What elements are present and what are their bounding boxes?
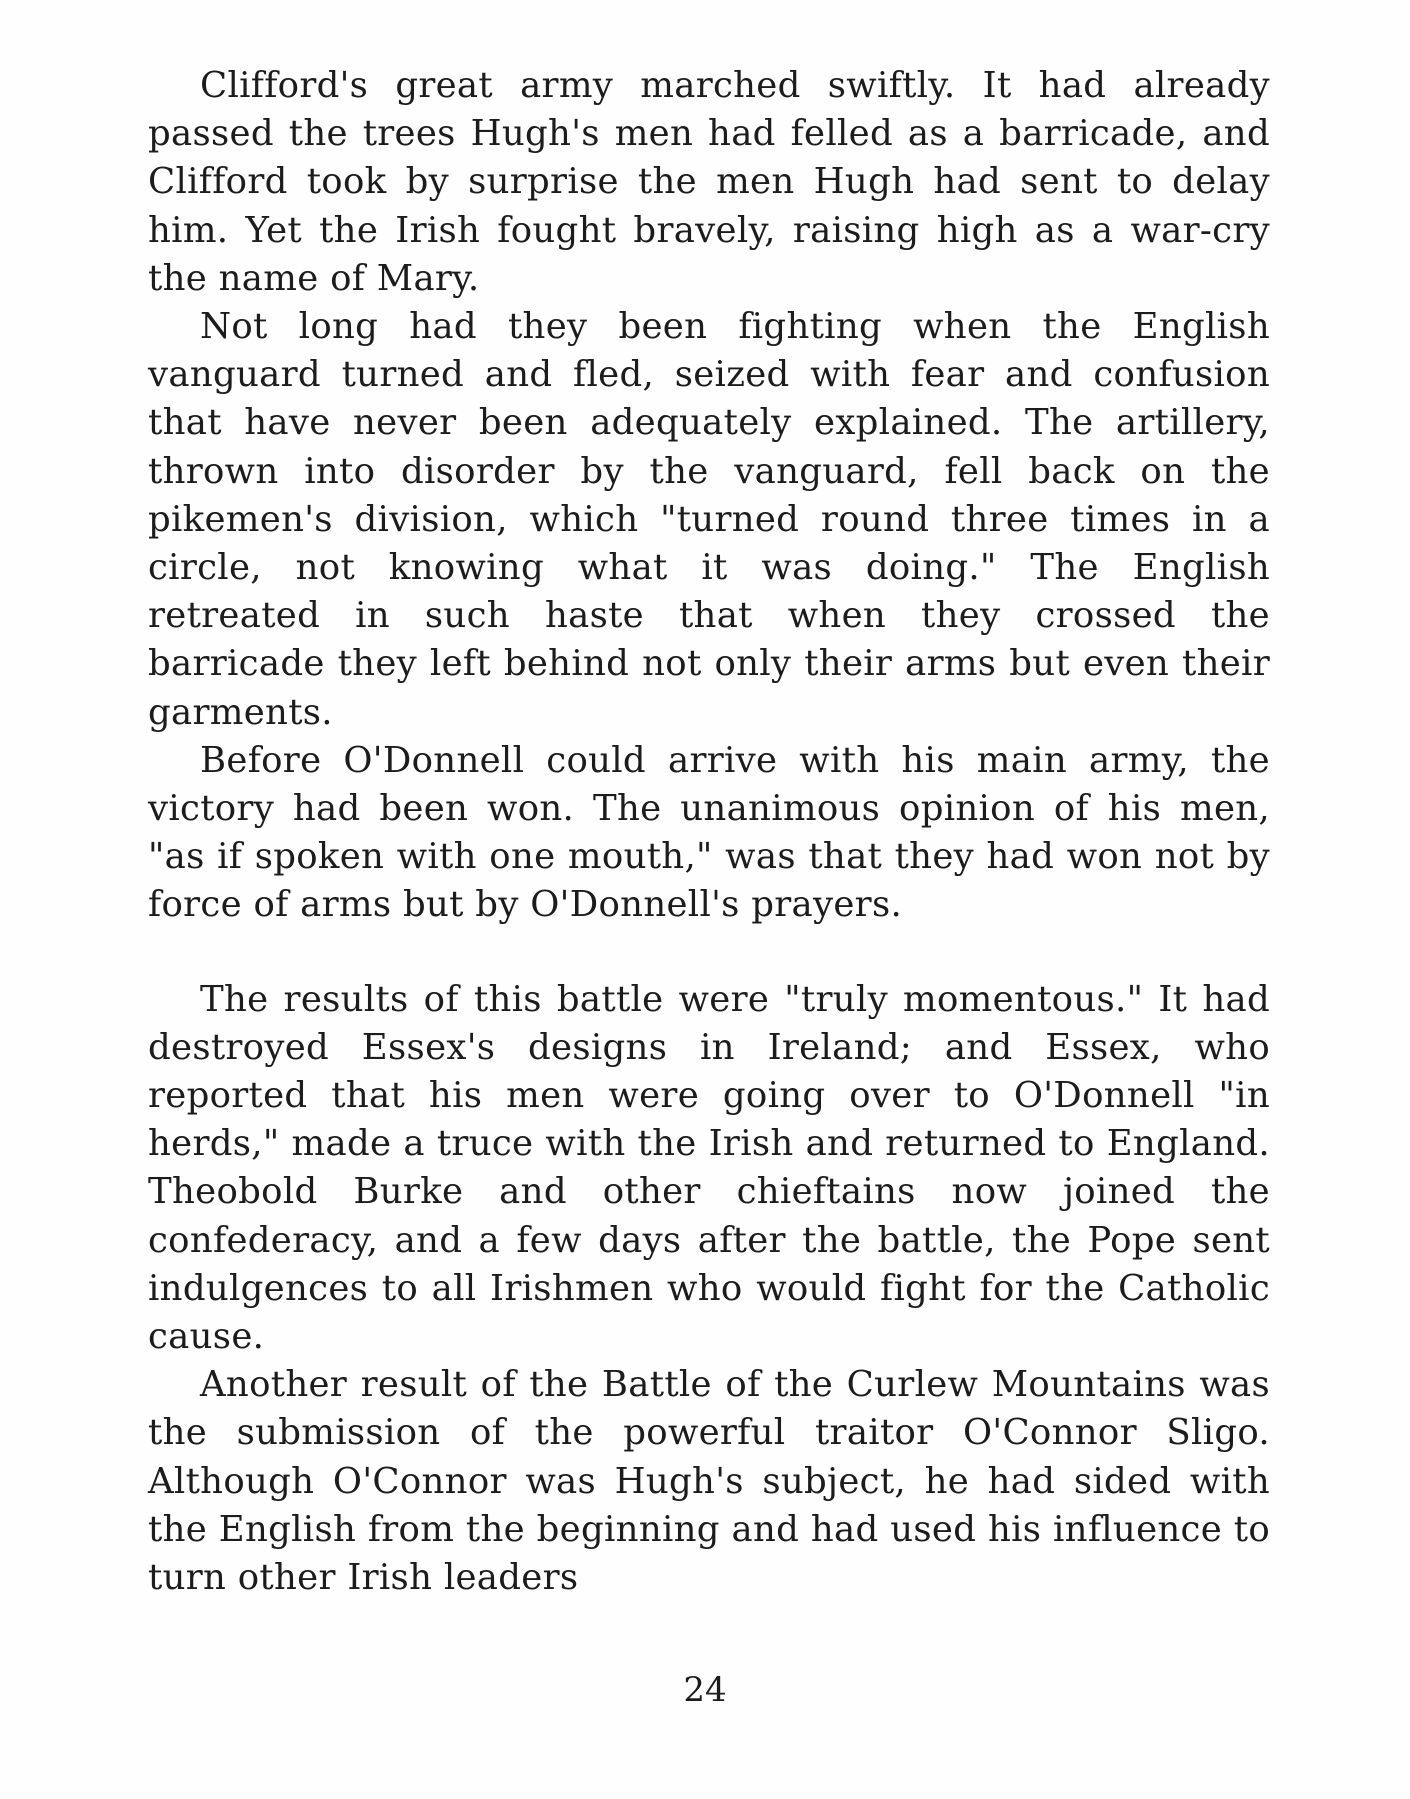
body-text	[148, 62, 1270, 1602]
section-break	[148, 930, 1270, 976]
paragraph-battle-results: The results of this battle were "truly momentous." It had destroyed Essex's designs in Ireland; and Essex, who reported that his men were going over to O'Donnell "in herds," made a truce with the Irish and returned to England. Theobold Burke and other chieftains now joined the confederacy, and a few days after the battle, the Pope sent indulgences to all Irishmen who would fight for the Catholic cause.	[148, 978, 1270, 1358]
paragraph-victory-won: Before O'Donnell could arrive with his main army, the victory had been won. The unanimous opinion of his men, "as if spoken with one mouth," was that they had won not by force of arms but by O'Donnell's prayers.	[148, 739, 1270, 926]
paragraph-clifford-army: Clifford's great army marched swiftly. It had already passed the trees Hugh's men had felled as a barricade, and Clifford took by surprise the men Hugh had sent to delay him. Yet the Irish fought bravely, raising high as a war-cry the name of Mary.	[148, 65, 1270, 299]
page-number: 24	[683, 1670, 727, 1710]
paragraph-oconnor-sligo: Another result of the Battle of the Curlew Mountains was the submission of the powerful traitor O'Connor Sligo. Although O'Connor was Hugh's subject, he had sided with the English from the beginning and had used his influence to turn other Irish leaders	[148, 1364, 1270, 1599]
paragraph-vanguard-fled: Not long had they been fighting when the English vanguard turned and fled, seized with fear and confusion that have never been adequately explained. The artillery, thrown into disorder by the vanguard, fell back on the pikemen's division, which "turned round three times in a circle, not knowing what it was doing." The English retreated in such haste that when they crossed the barricade they left behind not only their arms but even their garments.	[148, 306, 1270, 733]
